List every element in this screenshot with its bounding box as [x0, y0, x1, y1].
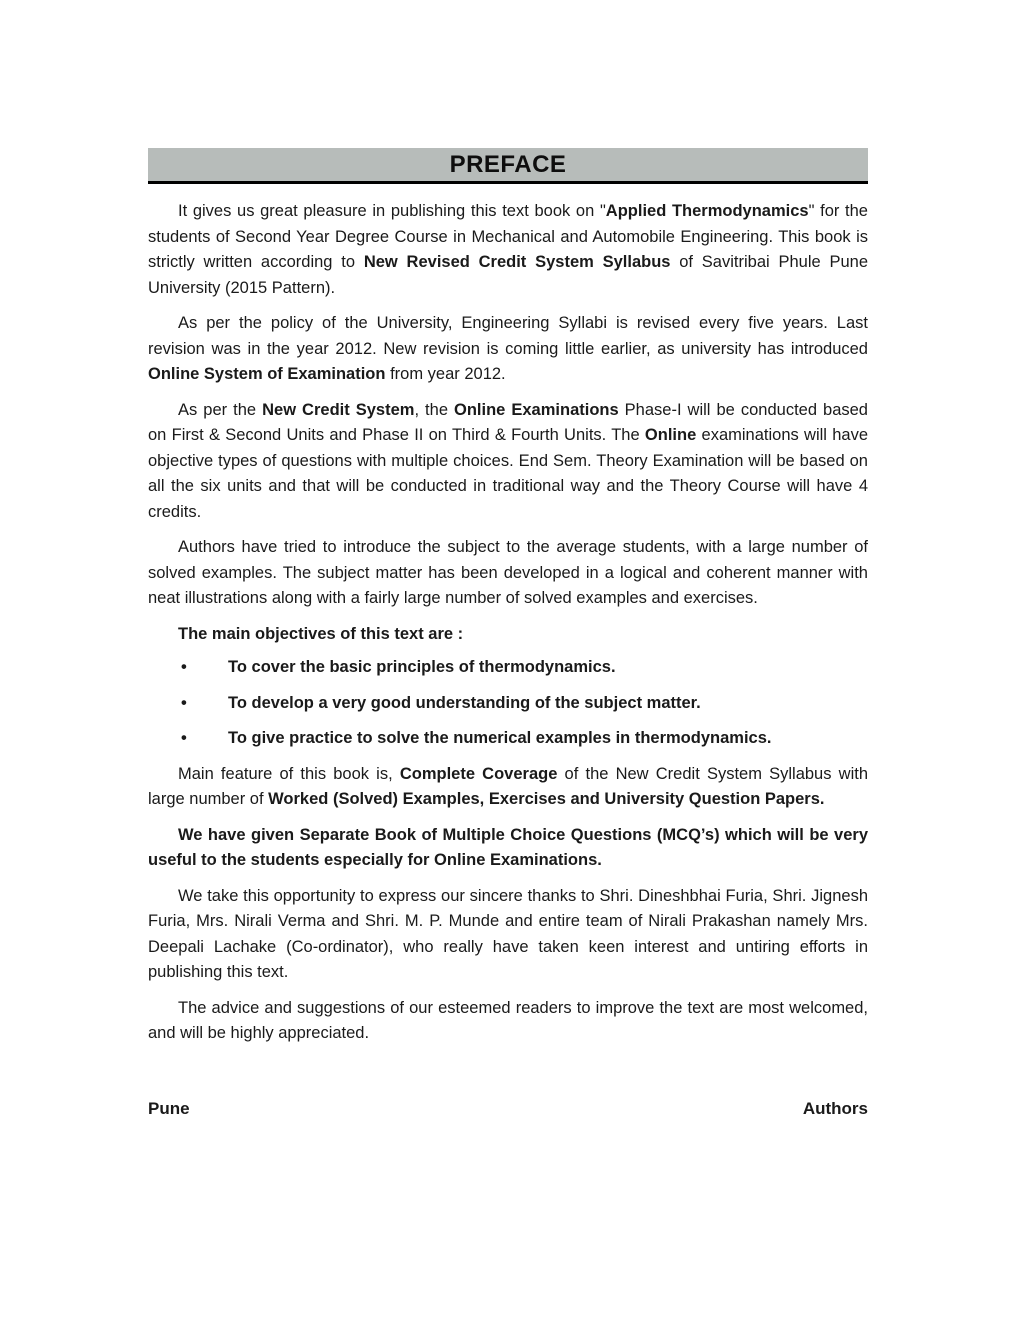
bullet-text: To give practice to solve the numerical examples in thermodynamics. [228, 729, 772, 747]
preface-header [148, 148, 868, 184]
paragraph: Authors have tried to introduce the subject to the average students, with a large number of solved examples. The subject matter has been developed in a logical and coherent manner with neat illustrations along with a fairly large number of solved examples and exercises. [148, 538, 868, 607]
paragraph: Main feature of this book is, Complete Coverage of the New Credit System Syllabus with large number of Worked (Solved) Examples, Exercises and University Question Papers. [148, 764, 868, 808]
section-heading: The main objectives of this text are : [178, 624, 464, 643]
paragraph: As per the New Credit System, the Online Examinations Phase-I will be conducted based on First & Second Units and Phase II on Third & Fourth Units. The Online examinations will have objective types of questions with multiple choices. End Sem. Theory Examination will be based on all the six units and that will be conducted in traditional way and the Theory Course will have 4 credits. [148, 400, 868, 521]
authors-label: Authors [802, 1098, 868, 1118]
bullet-text: To develop a very good understanding of the subject matter. [228, 693, 701, 712]
preface-body [148, 199, 868, 1047]
bullet-item [148, 655, 868, 681]
document-page [148, 148, 868, 1119]
bullet-item [148, 691, 868, 717]
place-label: Pune [148, 1098, 190, 1118]
bullet-icon: • [181, 693, 187, 712]
paragraph: The advice and suggestions of our esteemed readers to improve the text are most welcomed, and will be highly appreciated. [148, 998, 868, 1042]
page-footer [148, 1099, 868, 1119]
paragraph: It gives us great pleasure in publishing this text book on "Applied Thermodynamics" for the students of Second Year Degree Course in Mechanical and Automobile Engineering. This book is strictly written according to New Revised Credit System Syllabus of Savitribai Phule Pune University (2015 Pattern). [148, 202, 868, 297]
paragraph: We have given Separate Book of Multiple Choice Questions (MCQ’s) which will be very useful to the students especially for Online Examinations. [148, 825, 868, 869]
paragraph: As per the policy of the University, Engineering Syllabi is revised every five years. Last revision was in the year 2012. New revision is coming little earlier, as university has introduced Online System of Examination from year 2012. [148, 314, 868, 383]
bullet-text: To cover the basic principles of thermodynamics. [228, 658, 616, 676]
paragraph: We take this opportunity to express our sincere thanks to Shri. Dineshbhai Furia, Shri. Jignesh Furia, Mrs. Nirali Verma and Shri. M. P. Munde and entire team of Nirali Prakashan namely Mrs. Deepali Lachake (Co-ordinator), who really have taken keen interest and untiring efforts in publishing this text. [148, 886, 868, 981]
bullet-icon: • [181, 658, 187, 676]
bullet-icon: • [181, 729, 187, 747]
bullet-item [148, 726, 868, 752]
page-title: PREFACE [449, 150, 567, 178]
